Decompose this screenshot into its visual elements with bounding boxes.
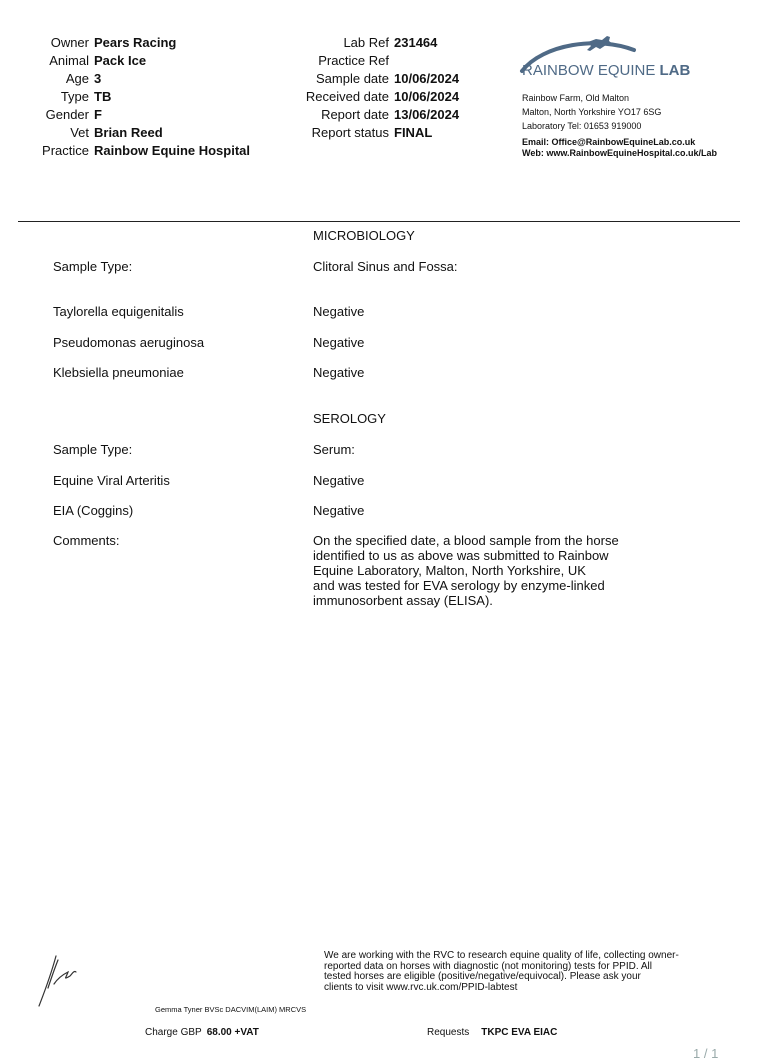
lab-ref-row — [0, 34, 437, 52]
sero-sample-type-value: Serum: — [313, 442, 355, 457]
result-test-label: EIA (Coggins) — [53, 503, 134, 518]
comment-line: and was tested for EVA serology by enzyme-linked — [313, 578, 605, 593]
serology-heading: SEROLOGY — [313, 411, 386, 426]
page-indicator: 1 / 1 — [693, 1046, 719, 1061]
result-test-label: Equine Viral Arteritis — [53, 473, 170, 488]
result-value: Negative — [313, 304, 365, 319]
gender-value: F — [94, 107, 102, 122]
header-divider — [18, 221, 740, 222]
microbiology-heading: MICROBIOLOGY — [313, 228, 415, 243]
lab-logo — [518, 34, 743, 84]
comments-label: Comments: — [53, 533, 120, 548]
result-value: Negative — [313, 335, 365, 350]
result-value: Negative — [313, 503, 365, 518]
report-date-row — [0, 106, 459, 124]
comment-line: On the specified date, a blood sample from the horse — [313, 533, 619, 548]
animal-label: Animal — [49, 53, 89, 68]
sample-date-row — [0, 70, 459, 88]
signer-name: Gemma Tyner BVSc DACVIM(LAIM) MRCVS — [155, 1005, 307, 1014]
signature-image — [36, 948, 86, 1010]
received-date-value: 10/06/2024 — [394, 89, 460, 104]
lab-logo-text — [522, 62, 690, 79]
lab-ref-label: Lab Ref — [343, 35, 389, 50]
comment-line: identified to us as above was submitted to Rainbow — [313, 548, 609, 563]
requests-label: Requests — [427, 1027, 470, 1038]
practice-value: Rainbow Equine Hospital — [94, 143, 251, 158]
vet-value: Brian Reed — [94, 125, 163, 140]
comments-text — [313, 533, 643, 608]
lab-phone: Laboratory Tel: 01653 919000 — [522, 121, 642, 131]
practice-label: Practice — [42, 143, 89, 158]
type-label: Type — [60, 89, 89, 104]
report-status-value: FINAL — [394, 125, 433, 140]
animal-value: Pack Ice — [94, 53, 147, 68]
result-test-label: Pseudomonas aeruginosa — [53, 335, 205, 350]
micro-sample-type-label: Sample Type: — [53, 259, 133, 274]
report-date-value: 13/06/2024 — [394, 107, 460, 122]
note-line: tested horses are eligible (positive/negative/equivocal). Please ask your — [324, 971, 641, 982]
owner-label: Owner — [50, 35, 89, 50]
note-line: We are working with the RVC to research equine quality of life, collecting owner- — [324, 950, 679, 961]
report-status-row — [0, 124, 432, 142]
requests — [427, 1027, 557, 1038]
micro-sample-type-value: Clitoral Sinus and Fossa: — [313, 259, 458, 274]
owner-value: Pears Racing — [94, 35, 177, 50]
practice-ref-label: Practice Ref — [318, 53, 389, 68]
charge-label: Charge GBP — [145, 1027, 202, 1038]
charge — [145, 1027, 259, 1038]
lab-logo-text-bold: LAB — [659, 62, 691, 79]
vet-label: Vet — [70, 125, 89, 140]
lab-ref-value: 231464 — [394, 35, 438, 50]
sample-date-value: 10/06/2024 — [394, 71, 460, 86]
received-date-label: Received date — [305, 89, 389, 104]
gender-label: Gender — [45, 107, 89, 122]
sero-sample-type-label: Sample Type: — [53, 442, 133, 457]
received-date-row — [0, 88, 459, 106]
practice-ref-row — [0, 52, 394, 70]
type-value: TB — [94, 89, 112, 104]
charge-value: 68.00 +VAT — [206, 1027, 259, 1038]
comment-line: immunosorbent assay (ELISA). — [313, 593, 493, 608]
lab-logo-text-light: RAINBOW EQUINE — [522, 62, 660, 79]
result-value: Negative — [313, 365, 365, 380]
lab-address-2: Malton, North Yorkshire YO17 6SG — [522, 107, 662, 117]
note-line: reported data on horses with diagnostic (not monitoring) tests for PPID. All — [324, 960, 652, 972]
result-test-label: Klebsiella pneumoniae — [53, 365, 184, 380]
comment-line: Equine Laboratory, Malton, North Yorkshire, UK — [313, 563, 586, 578]
lab-email: Email: Office@RainbowEquineLab.co.uk — [522, 137, 696, 147]
age-value: 3 — [94, 71, 102, 86]
practice-row — [18, 142, 250, 160]
result-test-label: Taylorella equigenitalis — [53, 304, 184, 319]
ppid-research-note — [324, 951, 734, 993]
lab-address-1: Rainbow Farm, Old Malton — [522, 93, 630, 103]
lab-web: Web: www.RainbowEquineHospital.co.uk/Lab — [522, 148, 718, 158]
requests-value: TKPC EVA EIAC — [481, 1027, 558, 1038]
sample-date-label: Sample date — [316, 71, 389, 86]
result-value: Negative — [313, 473, 365, 488]
age-label: Age — [65, 71, 89, 86]
report-status-label: Report status — [311, 125, 389, 140]
note-line: clients to visit www.rvc.uk.com/PPID-labtest — [324, 981, 518, 993]
report-date-label: Report date — [321, 107, 389, 122]
